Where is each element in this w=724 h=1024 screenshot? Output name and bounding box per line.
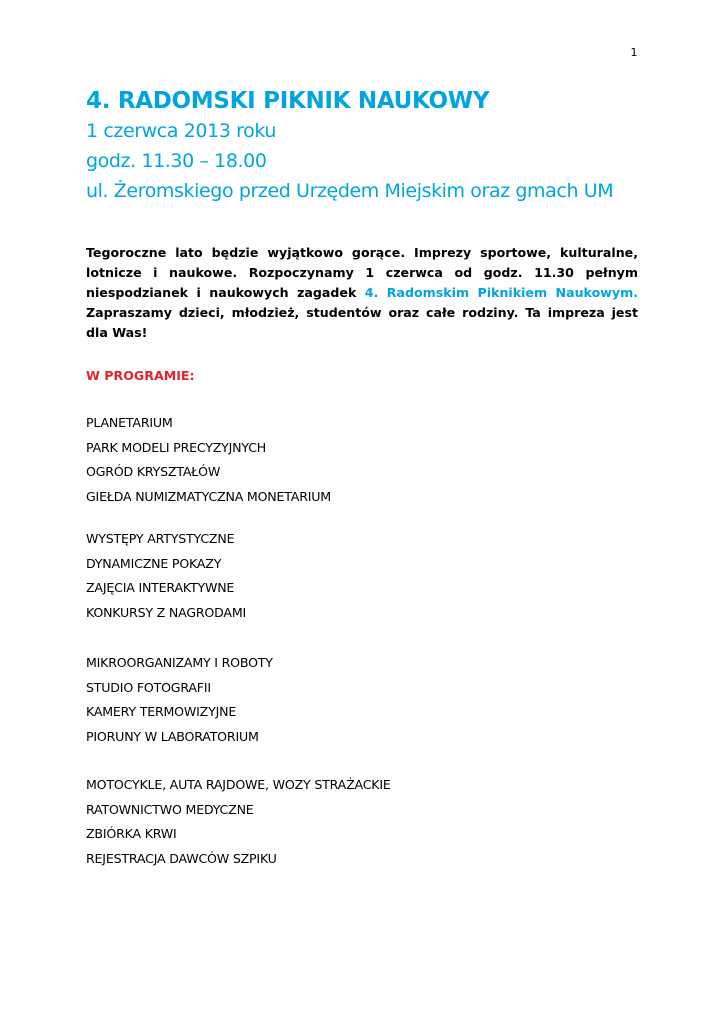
program-item: PLANETARIUM	[86, 415, 173, 430]
intro-highlight: 4. Radomskim Piknikiem Naukowym.	[364, 285, 638, 300]
intro-paragraph	[86, 243, 638, 343]
event-date: 1 czerwca 2013 roku	[86, 120, 276, 142]
program-heading: W PROGRAMIE:	[86, 368, 195, 383]
program-item: ZBIÓRKA KRWI	[86, 826, 177, 841]
program-group-3	[86, 651, 273, 749]
page-title: 4. RADOMSKI PIKNIK NAUKOWY	[86, 88, 490, 114]
program-item: KAMERY TERMOWIZYJNE	[86, 704, 237, 719]
program-item: RATOWNICTWO MEDYCZNE	[86, 801, 254, 817]
event-time: godz. 11.30 – 18.00	[86, 150, 267, 172]
program-item: MIKROORGANIZAMY I ROBOTY	[86, 655, 273, 670]
intro-text-after: Zapraszamy dzieci, młodzież, studentów oraz całe rodziny. Ta impreza jest dla Was!	[86, 305, 638, 340]
program-group-2	[86, 527, 246, 625]
program-item: MOTOCYKLE, AUTA RAJDOWE, WOZY STRAŻACKIE	[86, 777, 391, 792]
program-item: GIEŁDA NUMIZMATYCZNA MONETARIUM	[86, 488, 331, 504]
program-item: ZAJĘCIA INTERAKTYWNE	[86, 580, 235, 595]
program-item: OGRÓD KRYSZTAŁÓW	[86, 464, 221, 479]
program-group-4	[86, 773, 391, 871]
event-header	[86, 86, 646, 206]
program-item: WYSTĘPY ARTYSTYCZNE	[86, 531, 235, 546]
page-number: 1	[630, 46, 638, 59]
program-item: PARK MODELI PRECYZYJNYCH	[86, 439, 267, 455]
program-item: DYNAMICZNE POKAZY	[86, 555, 222, 571]
program-item: PIORUNY W LABORATORIUM	[86, 728, 259, 744]
program-item: KONKURSY Z NAGRODAMI	[86, 604, 247, 620]
program-item: REJESTRACJA DAWCÓW SZPIKU	[86, 850, 277, 866]
intro-text-before: Tegoroczne lato będzie wyjątkowo gorące. Imprezy sportowe, kulturalne, lotnicze i naukowe. Rozpoczynamy 1 czerwca od godz. 11.30 pełnym niespodzianek i naukowych zagadek	[86, 245, 638, 300]
event-location: ul. Żeromskiego przed Urzędem Miejskim oraz gmach UM	[86, 180, 614, 202]
program-item: STUDIO FOTOGRAFII	[86, 679, 211, 695]
program-group-1	[86, 411, 331, 509]
